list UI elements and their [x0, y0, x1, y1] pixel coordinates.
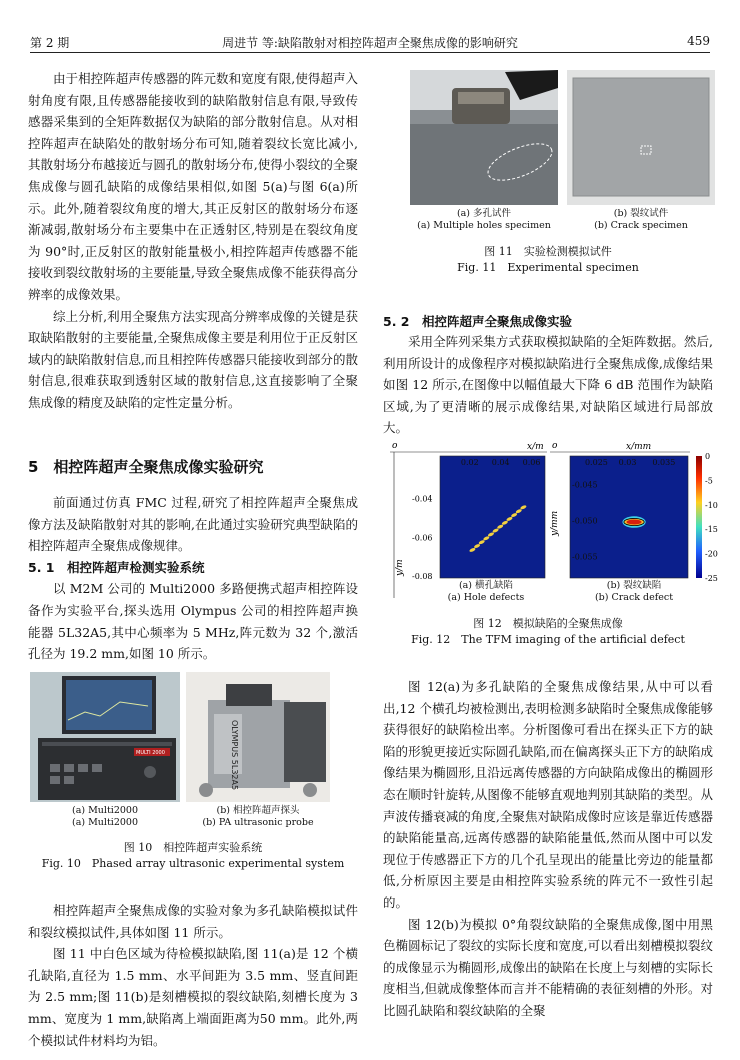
- fig12a-label-en: (a) Hole defects: [447, 592, 525, 603]
- x-axis-label: x/mm: [626, 442, 652, 452]
- right-column-discussion: [383, 676, 713, 1022]
- crack-specimen-photo: [567, 70, 715, 205]
- y-tick-label: -0.06: [412, 533, 433, 543]
- paragraph-tfm-procedure: 采用全阵列采集方式获取模拟缺陷的全矩阵数据。然后,利用所设计的成像程序对模拟缺陷进行全聚焦成像,成像结果如图 12 所示,在图像中以幅值最大下降 6 dB 范围作为缺陷区域,为了更清晰的展示成像结果,对缺陷区域进行局部放大。: [383, 334, 713, 436]
- issue-number: 第 2 期: [30, 36, 70, 50]
- fig12b-label-cn: (b) 裂纹缺陷: [606, 580, 662, 591]
- probe-engraving: OLYMPUS 5L32A5: [230, 720, 239, 791]
- fig12a-label-cn: (a) 横孔缺陷: [458, 580, 514, 591]
- fig11a-label-en: (a) Multiple holes specimen: [417, 220, 551, 231]
- fig10b-label-en: (b) PA ultrasonic probe: [202, 817, 314, 828]
- device-brand-label: MULTI 2000: [136, 750, 165, 756]
- colorbar-tick-label: 0: [705, 452, 711, 461]
- left-column-top: [28, 68, 358, 414]
- fig10-caption-cn: 图 10 相控阵超声实验系统: [123, 841, 263, 854]
- fig12-caption-en: Fig. 12 The TFM imaging of the artificial defect: [411, 633, 685, 646]
- x-axis-label: x/m: [527, 442, 544, 452]
- pa-probe-photo: [186, 672, 330, 802]
- right-column-imaging-intro: [383, 331, 713, 439]
- fig10b-label-cn: (b) 相控阵超声探头: [216, 805, 300, 816]
- colorbar: [696, 456, 702, 578]
- x-tick-label: 0.025: [584, 458, 608, 467]
- multi2000-illustration: [30, 672, 180, 802]
- fig10a-label-cn: (a) Multi2000: [71, 805, 138, 816]
- probe-illustration: [186, 672, 330, 802]
- fig10-caption-en: Fig. 10 Phased array ultrasonic experimental system: [41, 857, 345, 870]
- paragraph-specimen-detail: 图 11 中白色区域为待检模拟缺陷,图 11(a)是 12 个横孔缺陷,直径为 1.5 mm、水平间距为 3.5 mm、竖直间距为 2.5 mm;图 11(b)是刻槽模拟的裂纹缺陷,刻槽长度为 3 mm、宽度为 1 mm,缺陷离上端面距离为50 mm。此外,两个模拟试件材料均为铝。: [28, 946, 358, 1048]
- fig11-caption-en: Fig. 11 Experimental specimen: [457, 261, 639, 274]
- x-tick-label: 0.035: [652, 458, 676, 467]
- section-5-heading: 5 相控阵超声全聚焦成像实验研究: [28, 458, 264, 476]
- y-tick-label: -0.045: [572, 480, 598, 490]
- running-header: [30, 30, 710, 53]
- y-axis-label: y/m: [395, 559, 405, 576]
- paragraph-intro-experiment: 前面通过仿真 FMC 过程,研究了相控阵超声全聚焦成像方法及缺陷散射对其的影响,在此通过实验研究典型缺陷的相控阵超声全聚焦成像规律。: [28, 495, 358, 554]
- running-title: 周进节 等:缺陷散射对相控阵超声全聚焦成像的影响研究: [222, 36, 518, 50]
- crack-specimen-illustration: [567, 70, 715, 205]
- y-tick-label: -0.08: [412, 572, 433, 582]
- fig10-caption: [28, 840, 358, 872]
- x-tick-label: 0.04: [491, 458, 510, 467]
- colorbar-tick-label: -20: [705, 549, 718, 559]
- colorbar-tick-label: -25: [705, 574, 718, 583]
- holes-specimen-illustration: [410, 70, 558, 205]
- y-tick-label: -0.04: [412, 494, 433, 504]
- fig10a-label: [30, 805, 180, 829]
- colorbar-tick-label: -5: [705, 476, 713, 486]
- fig12-caption: [383, 616, 713, 648]
- fig12a-label: [430, 580, 542, 604]
- paragraph-hole-results: 图 12(a)为多孔缺陷的全聚焦成像结果,从中可以看出,12 个横孔均被检测出,表明检测多缺陷时全聚焦成像能够获得很好的缺陷检出率。分析图像可看出在探头正下方的缺陷的形貌更接近实际圆孔缺陷,而在偏离探头正下方的缺陷成像结果为椭圆形,且沿远离传感器的方向缺陷成像出的椭圆形态在顺时针旋转,从图像不能够直观地判别其缺陷的类型。从声波传播衰减的角度,全聚焦对缺陷成像时应该是靠近传感器的缺陷能量高,远离传感器的缺陷能量低,然而从图中可以发现位于传感器正下方的几个孔呈现出的能量比旁边的能量都低,分析原因主要是由相控阵实验系统的阵元不一致性引起的。: [383, 679, 713, 910]
- x-tick-label: 0.03: [618, 458, 637, 467]
- multi2000-photo: [30, 672, 180, 802]
- fig11-caption-cn: 图 11 实验检测模拟试件: [484, 245, 612, 258]
- fig10b-label: [186, 805, 330, 829]
- paragraph-specimen-intro: 相控阵超声全聚焦成像的实验对象为多孔缺陷模拟试件和裂纹模拟试件,具体如图 11 所示。: [28, 903, 358, 940]
- y-tick-label: -0.055: [572, 552, 598, 562]
- x-tick-label: 0.02: [460, 458, 479, 467]
- multiple-holes-specimen-photo: [410, 70, 558, 205]
- left-column-bottom: [28, 900, 358, 1051]
- fig10a-label-en: (a) Multi2000: [71, 817, 138, 828]
- y-axis-label: y/mm: [550, 510, 560, 536]
- fig11b-label: [567, 208, 715, 232]
- fig11b-label-en: (b) Crack specimen: [594, 220, 688, 231]
- crack-defect-core: [626, 520, 641, 525]
- colorbar-tick-label: -10: [705, 500, 718, 510]
- fig11a-label-cn: (a) 多孔试件: [456, 208, 512, 219]
- fig12b-label-en: (b) Crack defect: [594, 592, 674, 603]
- colorbar-tick-label: -15: [705, 525, 718, 535]
- section-5-1-heading: 5. 1 相控阵超声检测实验系统: [28, 559, 205, 575]
- paragraph-summary: 综上分析,利用全聚焦方法实现高分辨率成像的关键是获取缺陷散射的主要能量,全聚焦成像主要是利用位于正反射区域内的缺陷散射信息,而且相控阵传感器只能接收到部分的散射信息,很难获取到透射区域的散射信息,这直接影响了全聚焦成像的精度及缺陷的定性定量分析。: [28, 308, 358, 410]
- left-column-mid: [28, 492, 358, 665]
- origin-label: o: [392, 441, 398, 451]
- y-tick-label: -0.050: [572, 516, 598, 526]
- plot-background: [440, 456, 545, 578]
- fig11b-label-cn: (b) 裂纹试件: [613, 208, 669, 219]
- paragraph-crack-results: 图 12(b)为模拟 0°角裂纹缺陷的全聚焦成像,图中用黑色椭圆标记了裂纹的实际长度和宽度,可以看出刻槽模拟裂纹的成像显示为椭圆形,成像出的缺陷在长度上与刻槽的实际长度相当,但就成像整体而言并不能精确的表征刻槽的外形。对比圆孔缺陷和裂纹缺陷的全聚: [383, 916, 713, 1018]
- page-number: 459: [687, 34, 710, 48]
- fig11a-label: [410, 208, 558, 232]
- fig12-caption-cn: 图 12 模拟缺陷的全聚焦成像: [473, 617, 623, 630]
- x-tick-label: 0.06: [522, 458, 541, 467]
- section-5-2-heading: 5. 2 相控阵超声全聚焦成像实验: [383, 314, 572, 329]
- paragraph-scatter-analysis: 由于相控阵超声传感器的阵元数和宽度有限,使得超声入射角度有限,且传感器能接收到的缺陷散射信息有限,导致传感器采集到的全矩阵数据仅为缺陷的部分散射信息。从对相控阵超声在缺陷处的散射场分布可知,随着裂纹长宽比减小,其散射场分布越接近与圆孔的散射场分布,使得小裂纹的全聚焦成像与圆孔缺陷的成像结果相似,如图 5(a)与图 6(a)所示。此外,随着裂纹角度的增大,其正反射区的散射场分布逐渐减弱,散射场分布主要集中在正透射区,特别是在裂纹角度为 90°时,正反射区的散射能量极小,相控阵超声传感器不能接收到裂纹散射场的主要能量,导致全聚焦成像不能获得高分辨率的成像效果。: [28, 71, 358, 302]
- paragraph-equipment: 以 M2M 公司的 Multi2000 多路便携式超声相控阵设备作为实验平台,探头选用 Olympus 公司的相控阵超声换能器 5L32A5,其中心频率为 5 MHz,阵元数为 32 个,激活孔径为 19.2 mm,如图 10 所示。: [28, 581, 358, 662]
- fig12b-label: [578, 580, 690, 604]
- origin-label: o: [552, 441, 558, 451]
- fig11-caption: [383, 244, 713, 276]
